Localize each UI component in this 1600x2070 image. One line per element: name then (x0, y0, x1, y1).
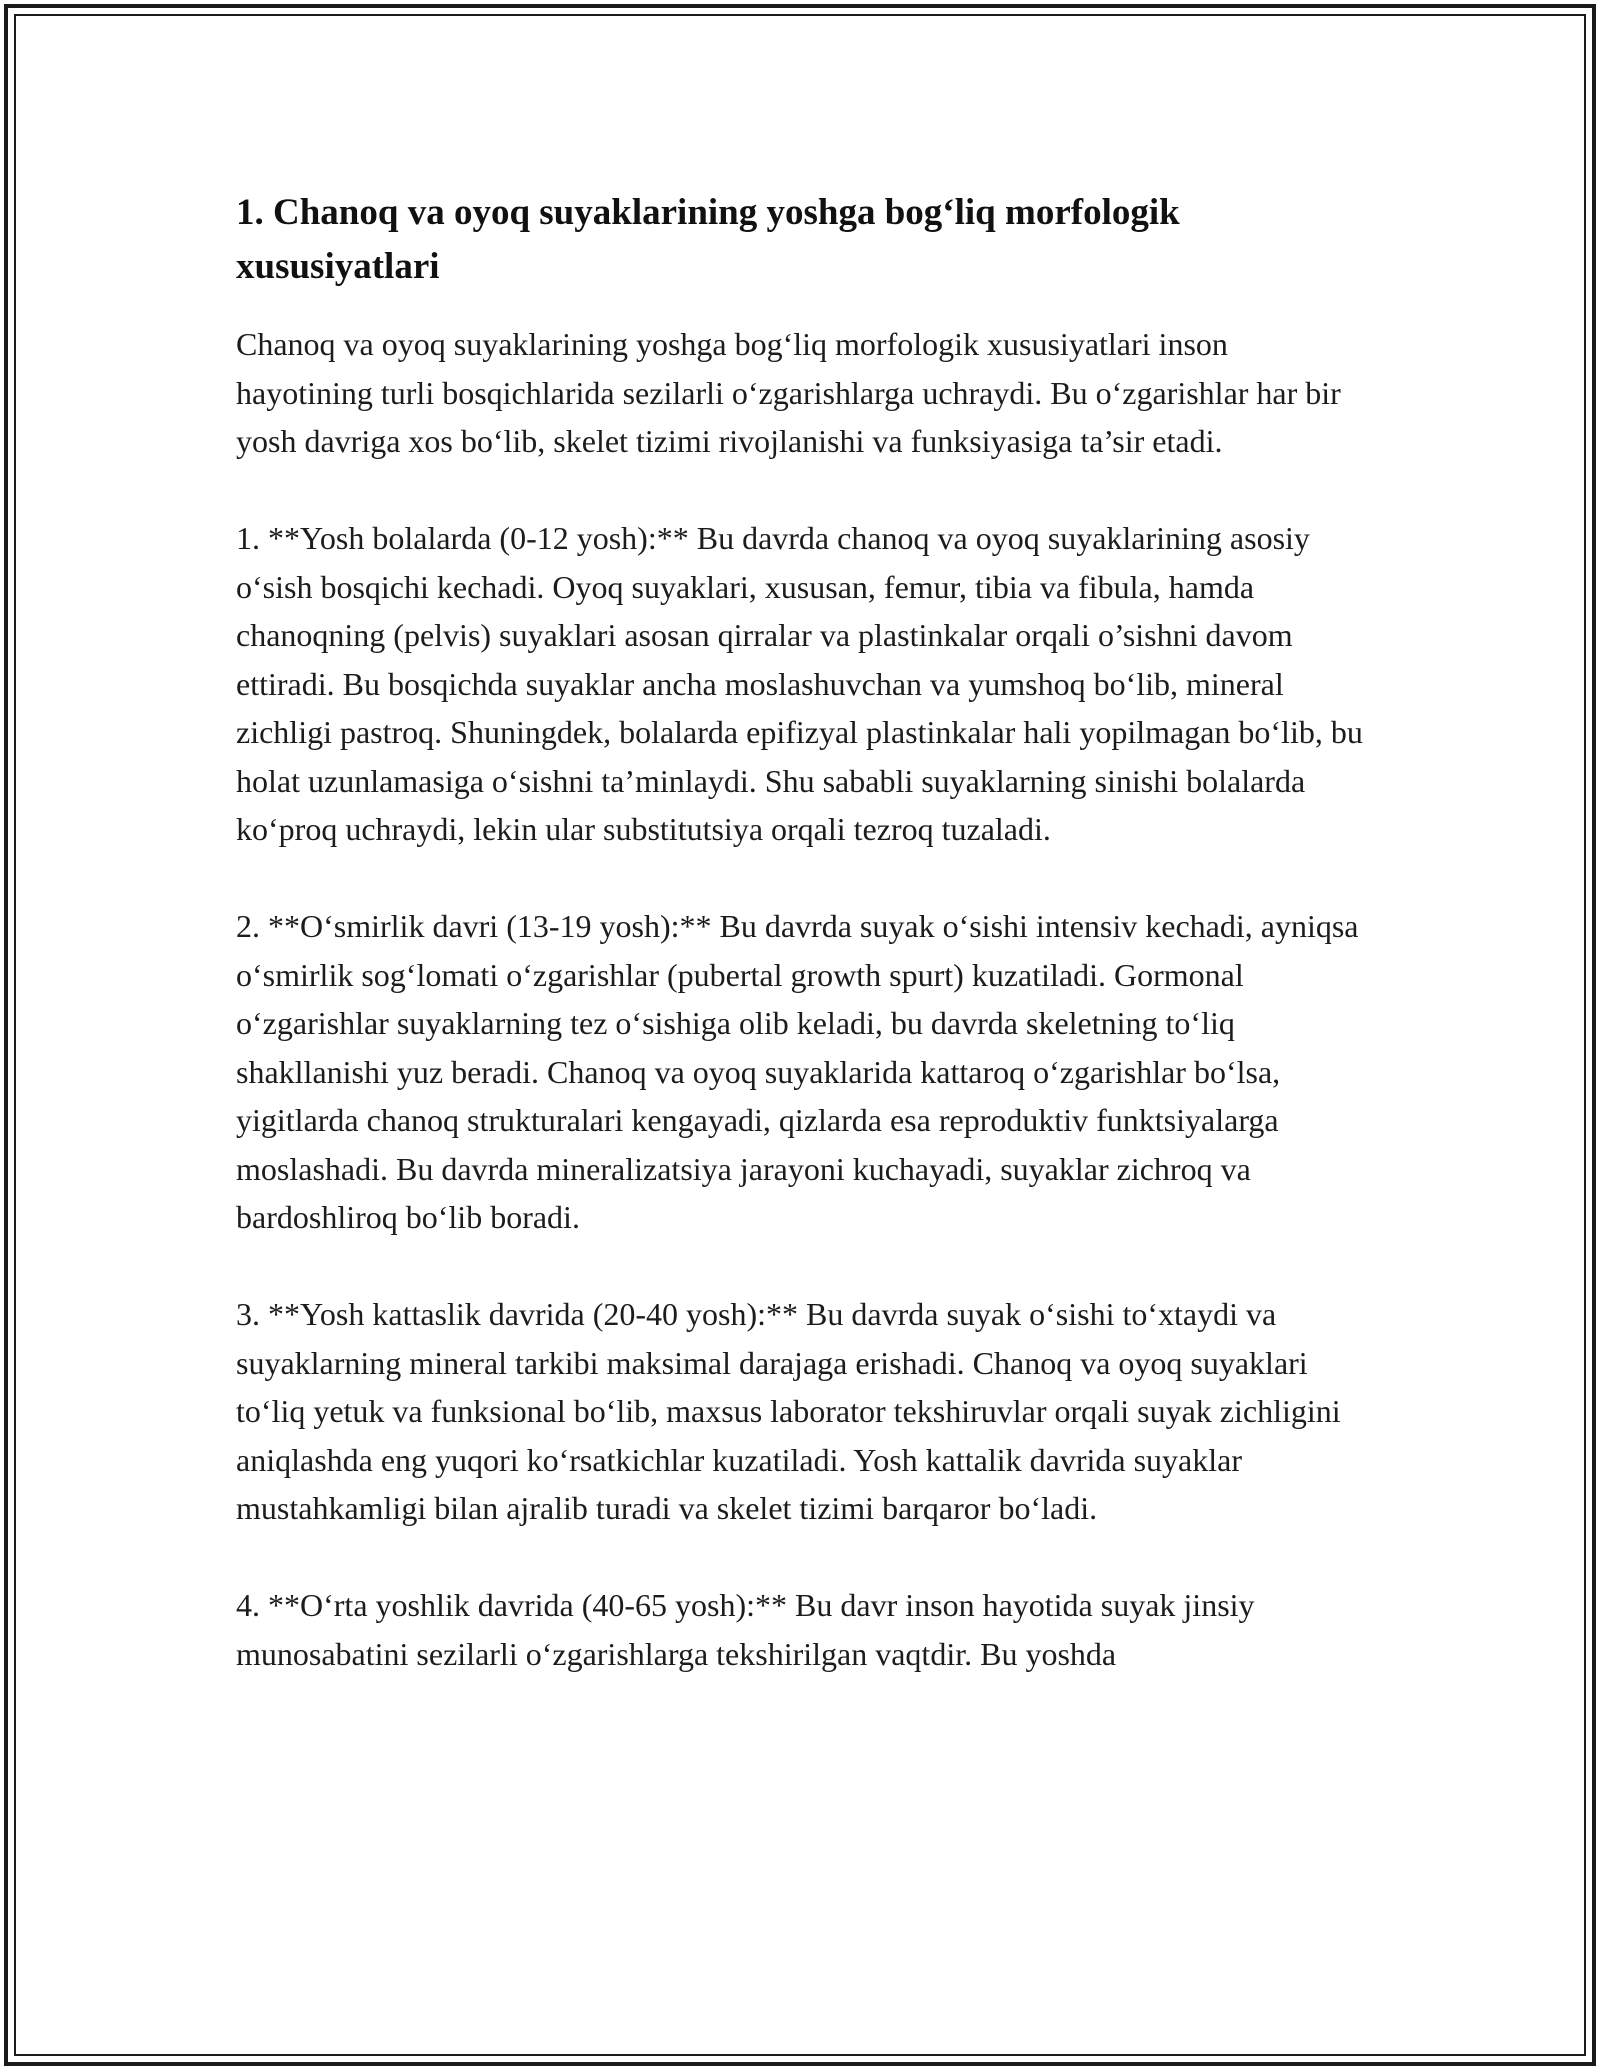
section-heading: 1. Chanoq va oyoq suyaklarining yoshga bog‘liq morfologik xususiyatlari (236, 192, 1180, 287)
document-body (236, 186, 1366, 1727)
intro-paragraph: Chanoq va oyoq suyaklarining yoshga bog‘liq morfologik xususiyatlari inson hayotining turli bosqichlarida sezilarli o‘zgarishlarga uchraydi. Bu o‘zgarishlar har bir yosh davriga xos bo‘lib, skelet tizimi rivojlanishi va funksiyasiga ta’sir etadi. (236, 326, 1341, 459)
paragraph-adolescence: 2. **O‘smirlik davri (13-19 yosh):** Bu davrda suyak o‘sishi intensiv kechadi, ayniqsa o‘smirlik sog‘lomati o‘zgarishlar (pubertal growth spurt) kuzatiladi. Gormonal o‘zgarishlar suyaklarning tez o‘sishiga olib keladi, bu davrda skeletning to‘liq shakllanishi yuz beradi. Chanoq va oyoq suyaklarida kattaroq o‘zgarishlar bo‘lsa, yigitlarda chanoq strukturalari kengayadi, qizlarda esa reproduktiv funktsiyalarga moslashadi. Bu davrda mineralizatsiya jarayoni kuchayadi, suyaklar zichroq va bardoshliroq bo‘lib boradi. (236, 908, 1359, 1235)
paragraph-children: 1. **Yosh bolalarda (0-12 yosh):** Bu davrda chanoq va oyoq suyaklarining asosiy o‘sish bosqichi kechadi. Oyoq suyaklari, xususan, femur, tibia va fibula, hamda chanoqning (pelvis) suyaklari asosan qirralar va plastinkalar orqali o’sishni davom ettiradi. Bu bosqichda suyaklar ancha moslashuvchan va yumshoq bo‘lib, mineral zichligi pastroq. Shuningdek, bolalarda epifizyal plastinkalar hali yopilmagan bo‘lib, bu holat uzunlamasiga o‘sishni ta’minlaydi. Shu sababli suyaklarning sinishi bolalarda ko‘proq uchraydi, lekin ular substitutsiya orqali tezroq tuzaladi. (236, 520, 1363, 847)
paragraph-young-adulthood: 3. **Yosh kattaslik davrida (20-40 yosh):** Bu davrda suyak o‘sishi to‘xtaydi va suyaklarning mineral tarkibi maksimal darajaga erishadi. Chanoq va oyoq suyaklari to‘liq yetuk va funksional bo‘lib, maxsus laborator tekshiruvlar orqali suyak zichligini aniqlashda eng yuqori ko‘rsatkichlar kuzatiladi. Yosh kattalik davrida suyaklar mustahkamligi bilan ajralib turadi va skelet tizimi barqaror bo‘ladi. (236, 1296, 1341, 1526)
paragraph-middle-age: 4. **O‘rta yoshlik davrida (40-65 yosh):** Bu davr inson hayotida suyak jinsiy munosabatini sezilarli o‘zgarishlarga tekshirilgan vaqtdir. Bu yoshda (236, 1587, 1255, 1672)
